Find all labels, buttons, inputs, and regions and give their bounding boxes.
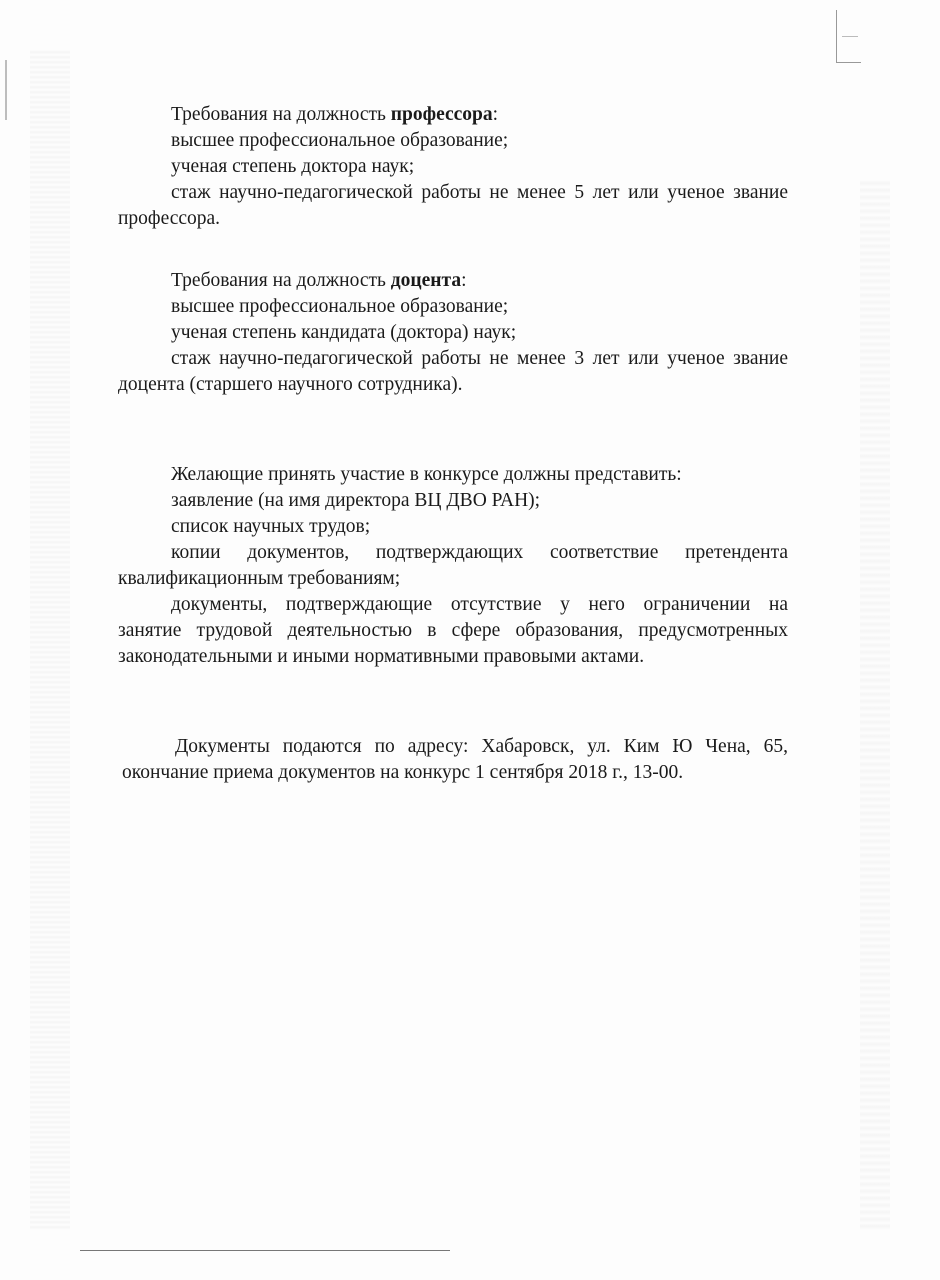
- professor-heading: Требования на должность профессора:: [171, 104, 499, 125]
- corner-mark-tick: [842, 36, 858, 37]
- submission-item-documents-cont2: законодательными и иными нормативными правовыми актами.: [118, 646, 645, 667]
- professor-requirements: [118, 102, 788, 232]
- submission-item-documents-cont1: занятие трудовой деятельностью в сфере образования, предусмотренных: [118, 620, 788, 641]
- submission-item-publications: список научных трудов;: [171, 516, 371, 537]
- submission-item-application: заявление (на имя директора ВЦ ДВО РАН);: [171, 490, 541, 511]
- docent-item-degree: ученая степень кандидата (доктора) наук;: [171, 322, 517, 343]
- submission-item-copies: копии документов, подтверждающих соответствие претендента: [171, 542, 788, 563]
- professor-heading-bold: профессора: [390, 104, 493, 125]
- address-line: Документы подаются по адресу: Хабаровск, ул. Ким Ю Чена, 65,: [175, 736, 788, 757]
- professor-item-degree: ученая степень доктора наук;: [171, 156, 415, 177]
- submission-item-documents: документы, подтверждающие отсутствие у него ограничении на: [171, 594, 788, 615]
- professor-item-experience-cont: профессора.: [118, 208, 221, 229]
- professor-item-experience: стаж научно-педагогической работы не менее 5 лет или ученое звание: [171, 182, 788, 203]
- bottom-rule: [80, 1250, 450, 1251]
- address-block: [122, 734, 788, 786]
- scan-artifact-left-mark: [5, 60, 7, 120]
- docent-heading-bold: доцента: [390, 270, 462, 291]
- docent-heading: Требования на должность доцента:: [171, 270, 467, 291]
- deadline-line: окончание приема документов на конкурс 1 сентября 2018 г., 13-00.: [122, 762, 684, 783]
- professor-item-education: высшее профессиональное образование;: [171, 130, 509, 151]
- docent-item-experience-cont: доцента (старшего научного сотрудника).: [118, 374, 463, 395]
- scan-artifact-left: [30, 50, 70, 1230]
- submission-requirements: [118, 462, 788, 670]
- docent-requirements: [118, 268, 788, 398]
- submission-intro: Желающие принять участие в конкурсе должны представить:: [171, 464, 682, 485]
- scan-artifact-right: [860, 180, 890, 1230]
- docent-item-experience: стаж научно-педагогической работы не менее 3 лет или ученое звание: [171, 348, 788, 369]
- submission-item-copies-cont: квалификационным требованиям;: [118, 568, 401, 589]
- docent-item-education: высшее профессиональное образование;: [171, 296, 509, 317]
